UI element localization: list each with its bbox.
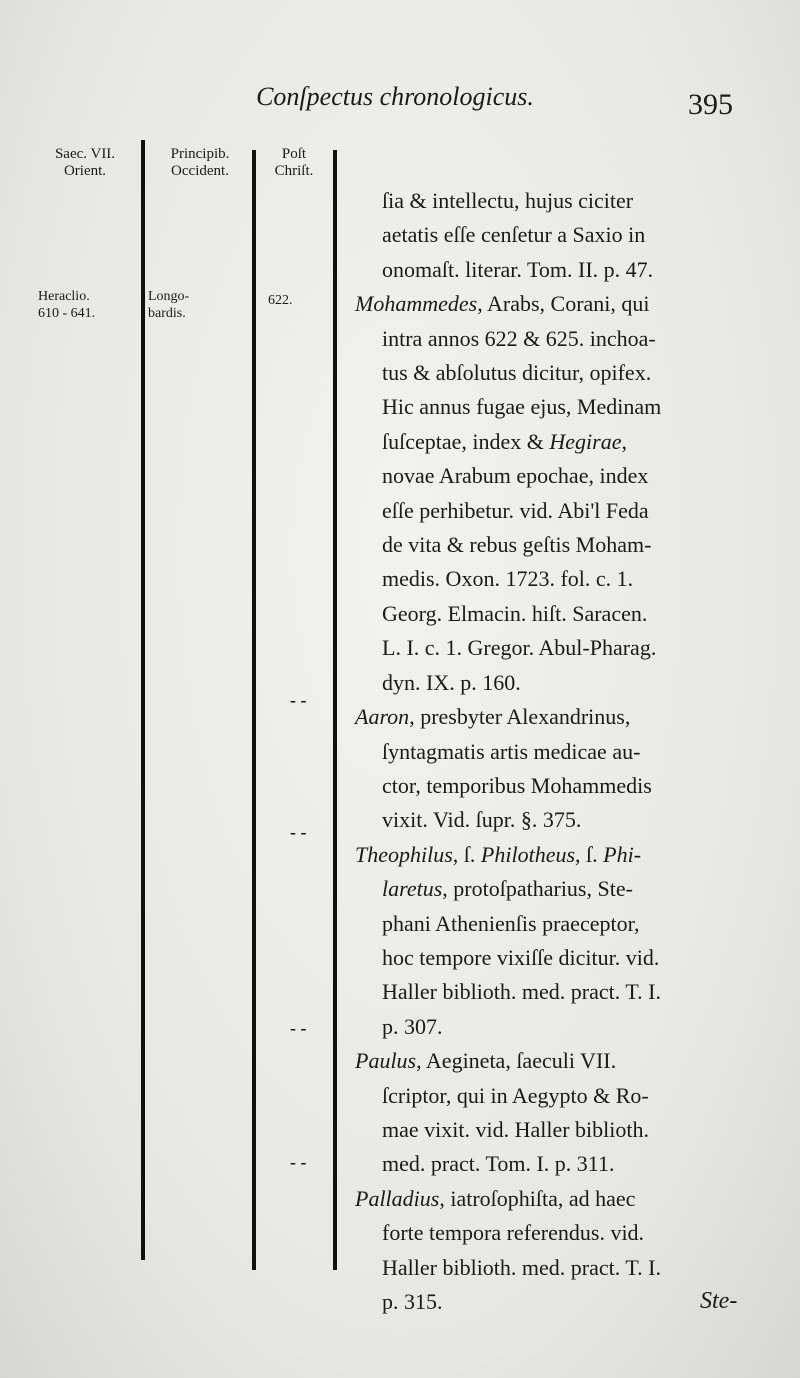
text-line: dyn. IX. p. 160. [382, 669, 521, 695]
year-dash: - - [290, 1152, 307, 1172]
text-line: med. pract. Tom. I. p. 311. [382, 1151, 615, 1177]
text-line: Aaron, presbyter Alexandrinus, [355, 704, 631, 730]
text-line: Haller biblioth. med. pract. T. I. [382, 1254, 661, 1280]
text-line: Georg. Elmacin. hiſt. Saracen. [382, 600, 648, 626]
text-line: vixit. Vid. ſupr. §. 375. [382, 807, 582, 833]
column-header-line: Orient. [63, 163, 107, 179]
occident-ruler-line: Longo- [148, 289, 190, 304]
text-line: phani Athenienſis praeceptor, [382, 910, 640, 936]
occident-ruler-entry [148, 288, 189, 322]
text-line: ctor, temporibus Mohammedis [382, 772, 652, 798]
orient-ruler-entry [38, 288, 95, 322]
text-line: eſſe perhibetur. vid. Abi'l Feda [382, 497, 649, 523]
occident-ruler-line: bardis. [148, 306, 186, 321]
year-dash: - - [290, 822, 307, 842]
text-line: forte tempora referendus. vid. [382, 1220, 645, 1246]
text-line: novae Arabum epochae, index [382, 463, 649, 489]
column-rule [333, 150, 337, 1270]
text-line: Theophilus, ſ. Philotheus, ſ. Phi- [355, 841, 642, 867]
year-entry: 622. [268, 293, 293, 308]
text-line: medis. Oxon. 1723. fol. c. 1. [382, 566, 634, 592]
catchword: Ste- [700, 1288, 738, 1314]
column-header-year [256, 146, 332, 180]
column-header-line: Saec. VII. [54, 146, 116, 162]
text-line: laretus, protoſpatharius, Ste- [382, 876, 633, 902]
orient-ruler-years: 610 - 641. [38, 306, 96, 321]
text-line: tus & abſolutus dicitur, opifex. [382, 360, 652, 386]
text-line: hoc tempore vixiſſe dicitur. vid. [382, 944, 660, 970]
text-line: Paulus, Aegineta, ſaeculi VII. [355, 1048, 617, 1074]
column-header-line: Chriſt. [274, 163, 314, 179]
text-line: p. 315. [382, 1289, 443, 1314]
column-header-line: Principib. [170, 146, 230, 162]
text-line: Mohammedes, Arabs, Corani, qui [355, 291, 650, 317]
text-line: de vita & rebus geſtis Moham- [382, 532, 652, 558]
column-rule [141, 140, 145, 1260]
year-dash: - - [290, 1018, 307, 1038]
text-line: Hic annus fugae ejus, Medinam [382, 394, 662, 420]
text-line: Haller biblioth. med. pract. T. I. [382, 979, 661, 1005]
column-header-occident [146, 146, 254, 180]
text-line: ſcriptor, qui in Aegypto & Ro- [382, 1082, 649, 1108]
column-header-line: Poſt [281, 146, 307, 162]
page-number: 395 [688, 88, 733, 121]
column-rule [252, 150, 256, 1270]
column-header-line: Occident. [171, 163, 229, 179]
text-line: mae vixit. vid. Haller biblioth. [382, 1116, 650, 1142]
text-line: ſuſceptae, index & Hegirae, [382, 428, 627, 454]
text-line: aetatis eſſe cenſetur a Saxio in [382, 222, 646, 248]
year-dash: - - [290, 690, 307, 710]
text-line: L. I. c. 1. Gregor. Abul-Pharag. [382, 635, 657, 661]
running-title: Conſpectus chronologicus. [256, 82, 534, 111]
text-line: onomaſt. literar. Tom. II. p. 47. [382, 256, 654, 282]
body-text [355, 184, 755, 1319]
column-header-orient [30, 146, 140, 180]
orient-ruler-name: Heraclio. [38, 289, 90, 304]
text-line: p. 307. [382, 1013, 443, 1039]
text-line: Palladius, iatroſophiſta, ad haec [355, 1185, 636, 1211]
text-line: intra annos 622 & 625. inchoa- [382, 325, 656, 351]
text-line: ſia & intellectu, hujus ciciter [382, 188, 634, 213]
text-line: ſyntagmatis artis medicae au- [382, 738, 641, 764]
